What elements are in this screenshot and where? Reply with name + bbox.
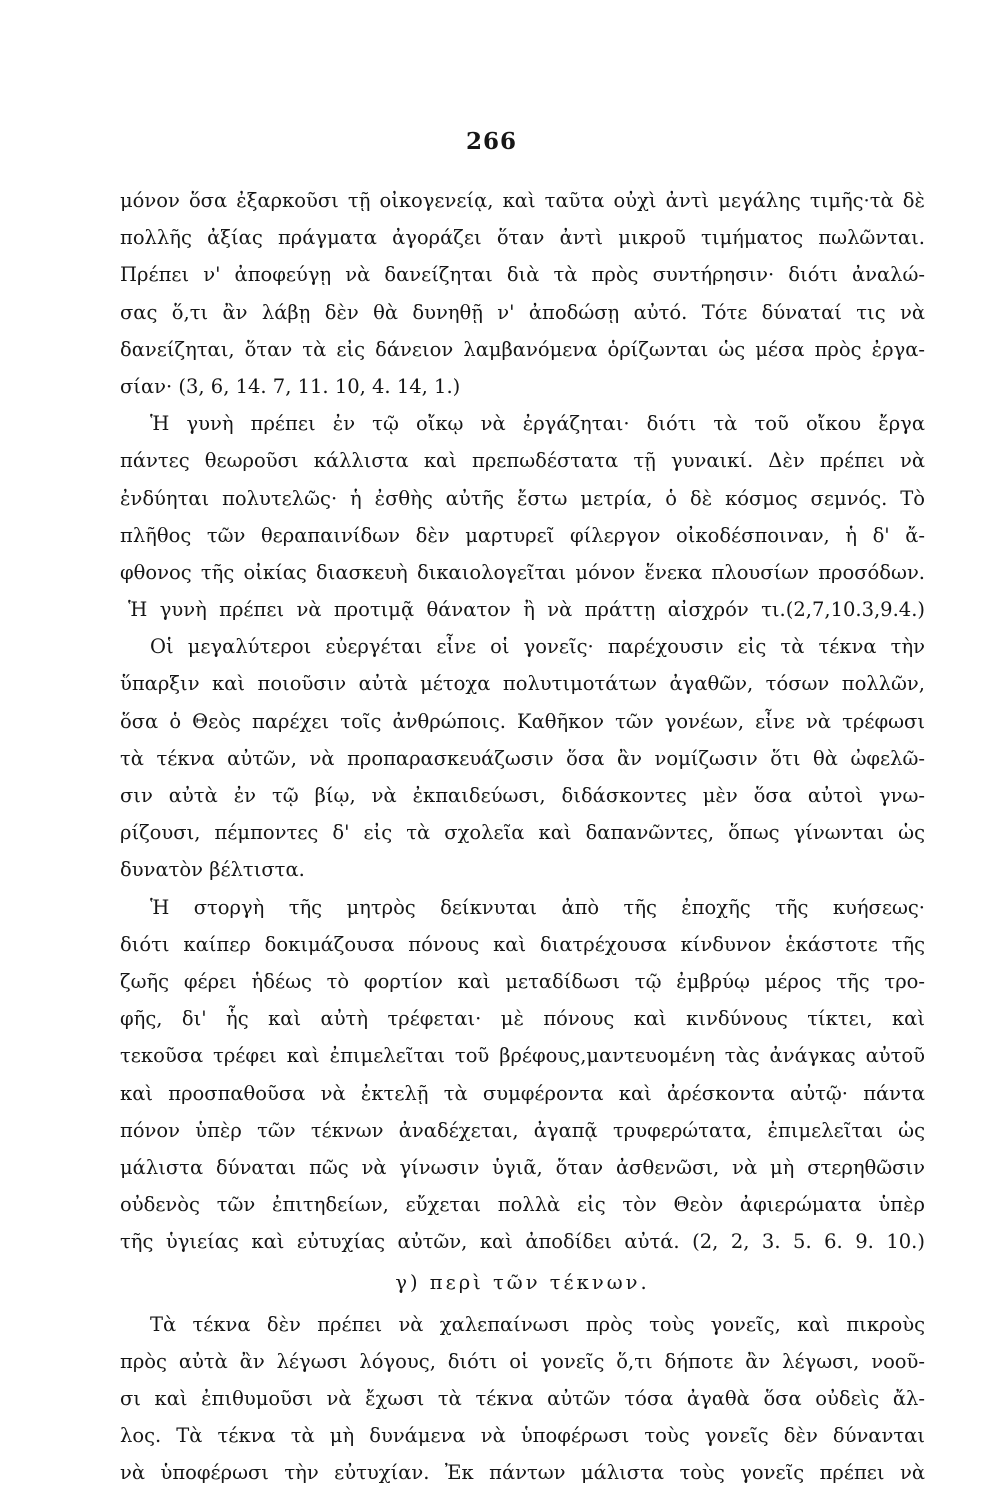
text-line: ρίζουσι, πέμποντες δ' εἰς τὰ σχολεῖα καὶ δαπανῶντες, ὅπως γίνωνται ὡς: [120, 821, 925, 845]
text-line: φθονος τῆς οἰκίας διασκευὴ δικαιολογεῖται μόνον ἕνεκα πλουσίων προσόδων.: [120, 560, 925, 584]
text-line: δυνατὸν βέλτιστα.: [120, 858, 305, 882]
text-line: καὶ προσπαθοῦσα νὰ ἐκτελῇ τὰ συμφέροντα καὶ ἀρέσκοντα αὐτῷ· πάντα: [120, 1081, 925, 1105]
text-line: οὐδενὸς τῶν ἐπιτηδείων, εὔχεται πολλὰ εἰς τὸν Θεὸν ἀφιερώματα ὑπὲρ: [120, 1193, 925, 1217]
text-line: πλῆθος τῶν θεραπαινίδων δὲν μαρτυρεῖ φίλεργον οἰκοδέσποιναν, ἡ δ' ἄ-: [120, 523, 925, 547]
text-line: Τὰ τέκνα δὲν πρέπει νὰ χαλεπαίνωσι πρὸς τοὺς γονεῖς, καὶ πικροὺς: [150, 1312, 925, 1336]
text-line: ἐνδύηται πολυτελῶς· ἡ ἐσθὴς αὐτῆς ἔστω μετρία, ὁ δὲ κόσμος σεμνός. Τὸ: [120, 486, 925, 510]
text-line: πόνον ὑπὲρ τῶν τέκνων ἀναδέχεται, ἀγαπᾷ τρυφερώτατα, ἐπιμελεῖται ὡς: [120, 1118, 925, 1142]
text-line: Ἡ γυνὴ πρέπει ἐν τῷ οἴκῳ νὰ ἐργάζηται· διότι τὰ τοῦ οἴκου ἔργα: [150, 412, 925, 436]
text-line: σας ὅ,τι ἂν λάβῃ δὲν θὰ δυνηθῇ ν' ἀποδώσῃ αὐτό. Τότε δύναταί τις νὰ: [120, 300, 925, 324]
text-line: Πρέπει ν' ἀποφεύγῃ νὰ δανείζηται διὰ τὰ πρὸς συντήρησιν· διότι ἀναλώ-: [120, 263, 925, 287]
text-line: σιν αὐτὰ ἐν τῷ βίῳ, νὰ ἐκπαιδεύωσι, διδάσκοντες μὲν ὅσα αὐτοὶ γνω-: [120, 784, 925, 807]
text-line: ὅσα ὁ Θεὸς παρέχει τοῖς ἀνθρώποις. Καθῆκον τῶν γονέων, εἶνε νὰ τρέφωσι: [120, 709, 925, 733]
text-line: λος. Τὰ τέκνα τὰ μὴ δυνάμενα νὰ ὑποφέρωσι τοὺς γονεῖς δὲν δύνανται: [120, 1424, 925, 1448]
text-line: Οἱ μεγαλύτεροι εὐεργέται εἶνε οἱ γονεῖς· παρέχουσιν εἰς τὰ τέκνα τὴν: [150, 635, 925, 659]
text-line: Ἡ στοργὴ τῆς μητρὸς δείκνυται ἀπὸ τῆς ἐποχῆς τῆς κυήσεως·: [150, 895, 925, 919]
page-number: 266: [465, 128, 517, 155]
text-line: φῆς, δι' ἧς καὶ αὐτὴ τρέφεται· μὲ πόνους καὶ κινδύνους τίκτει, καὶ: [120, 1007, 925, 1031]
body-text: [120, 182, 925, 1492]
section-heading: γ) περὶ τῶν τέκνων.: [395, 1271, 650, 1295]
text-line: πολλῆς ἀξίας πράγματα ἀγοράζει ὅταν ἀντὶ μικροῦ τιμήματος πωλῶνται.: [120, 226, 925, 250]
text-line: τεκοῦσα τρέφει καὶ ἐπιμελεῖται τοῦ βρέφους,μαντευομένη τὰς ἀνάγκας αὐτοῦ: [120, 1044, 925, 1068]
text-line: δανείζηται, ὅταν τὰ εἰς δάνειον λαμβανόμενα ὁρίζωνται ὡς μέσα πρὸς ἐργα-: [120, 337, 925, 361]
text-line: τὰ τέκνα αὐτῶν, νὰ προπαρασκευάζωσιν ὅσα ἂν νομίζωσιν ὅτι θὰ ὠφελῶ-: [120, 746, 925, 770]
text-line: νὰ ὑποφέρωσι τὴν εὐτυχίαν. Ἐκ πάντων μάλιστα τοὺς γονεῖς πρέπει νὰ: [120, 1461, 925, 1485]
text-line: μόνον ὅσα ἐξαρκοῦσι τῇ οἰκογενείᾳ, καὶ ταῦτα οὐχὶ ἀντὶ μεγάλης τιμῆς·τὰ δὲ: [120, 189, 925, 212]
text-line: πάντες θεωροῦσι κάλλιστα καὶ πρεπωδέστατα τῇ γυναικί. Δὲν πρέπει νὰ: [120, 449, 925, 473]
text-line: διότι καίπερ δοκιμάζουσα πόνους καὶ διατρέχουσα κίνδυνον ἑκάστοτε τῆς: [120, 932, 925, 956]
text-line: σι καὶ ἐπιθυμοῦσι νὰ ἔχωσι τὰ τέκνα αὐτῶν τόσα ἀγαθὰ ὅσα οὐδεὶς ἄλ-: [120, 1387, 925, 1410]
text-line: τῆς ὑγιείας καὶ εὐτυχίας αὐτῶν, καὶ ἀποδίδει αὐτά. (2, 2, 3. 5. 6. 9. 10.): [120, 1230, 925, 1254]
text-line: ζωῆς φέρει ἡδέως τὸ φορτίον καὶ μεταδίδωσι τῷ ἐμβρύῳ μέρος τῆς τρο-: [120, 969, 925, 993]
text-line: Ἡ γυνὴ πρέπει νὰ προτιμᾷ θάνατον ἢ νὰ πράττῃ αἰσχρόν τι.(2,7,10.3,9.4.): [128, 598, 925, 622]
text-line: μάλιστα δύναται πῶς νὰ γίνωσιν ὑγιᾶ, ὅταν ἀσθενῶσι, νὰ μὴ στερηθῶσιν: [120, 1155, 925, 1179]
text-line: πρὸς αὐτὰ ἂν λέγωσι λόγους, διότι οἱ γονεῖς ὅ,τι δήποτε ἂν λέγωσι, νοοῦ-: [120, 1349, 925, 1373]
text-line: σίαν· (3, 6, 14. 7, 11. 10, 4. 14, 1.): [120, 374, 461, 398]
text-line: ὕπαρξιν καὶ ποιοῦσιν αὐτὰ μέτοχα πολυτιμοτάτων ἀγαθῶν, τόσων πολλῶν,: [120, 672, 925, 696]
